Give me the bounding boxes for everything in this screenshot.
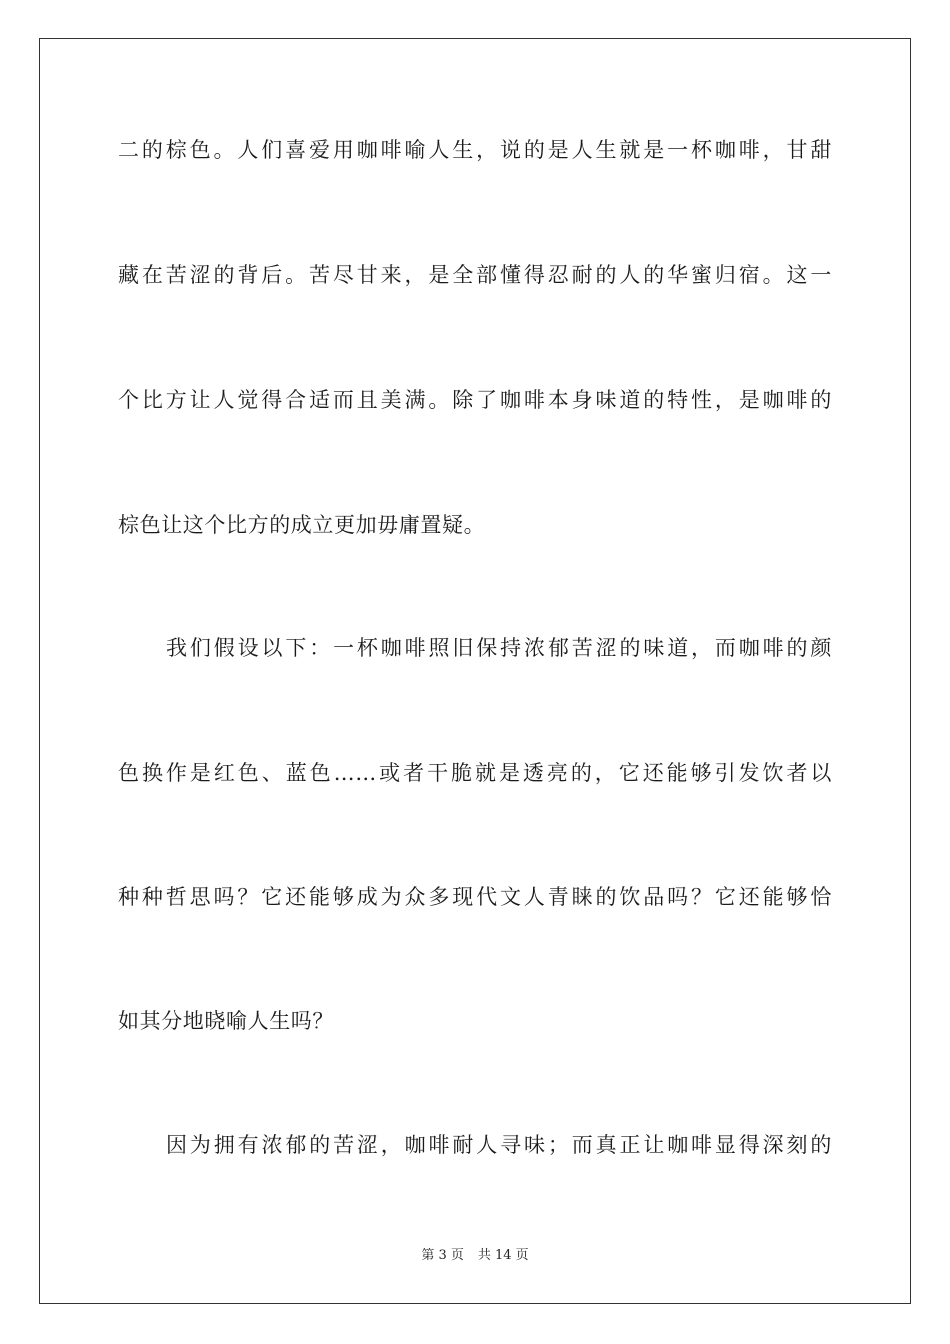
text-line-1: 二的棕色。人们喜爱用咖啡喻人生，说的是人生就是一杯咖啡，甘甜 xyxy=(118,138,832,162)
page-border xyxy=(39,38,911,1304)
page-total: 共 14 页 xyxy=(477,1248,529,1263)
page-number: 第 3 页 xyxy=(421,1248,464,1263)
text-line-2: 藏在苦涩的背后。苦尽甘来，是全部懂得忍耐的人的华蜜归宿。这一 xyxy=(118,263,832,287)
text-line-6: 色换作是红色、蓝色……或者干脆就是透亮的，它还能够引发饮者以 xyxy=(118,761,832,785)
text-line-8: 如其分地晓喻人生吗？ xyxy=(118,1009,334,1033)
paragraph-3-line-1: 因为拥有浓郁的苦涩，咖啡耐人寻味；而真正让咖啡显得深刻的 xyxy=(166,1133,832,1157)
text-line-7: 种种哲思吗？它还能够成为众多现代文人青睐的饮品吗？它还能够恰 xyxy=(118,885,832,909)
paragraph-2-line-1: 我们假设以下：一杯咖啡照旧保持浓郁苦涩的味道，而咖啡的颜 xyxy=(166,636,832,660)
text-line-3: 个比方让人觉得合适而且美满。除了咖啡本身味道的特性，是咖啡的 xyxy=(118,388,832,412)
page-footer xyxy=(0,1247,950,1265)
text-line-4: 棕色让这个比方的成立更加毋庸置疑。 xyxy=(118,513,486,537)
